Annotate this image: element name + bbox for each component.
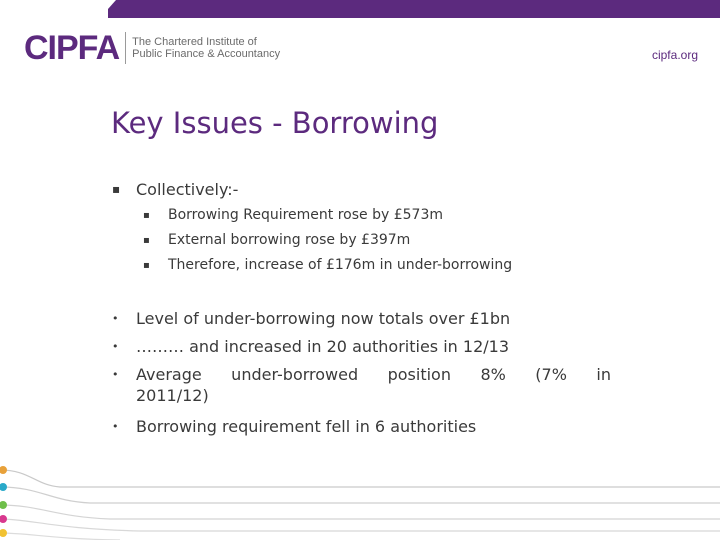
logo-tagline-line2: Public Finance & Accountancy	[132, 48, 281, 60]
sub-bullet-text: Borrowing Requirement rose by £573m	[168, 207, 443, 223]
word: in	[596, 365, 611, 384]
bullet-average-position	[112, 364, 611, 406]
bullet-text: Borrowing requirement fell in 6 authorities	[136, 417, 477, 436]
bullet-increased-authorities	[112, 336, 509, 357]
dot-bullet-icon: •	[112, 420, 119, 433]
square-bullet-icon: ▪	[143, 210, 150, 221]
sub-bullet-external-borrowing	[143, 232, 410, 249]
bullet-text	[136, 364, 611, 406]
dot-bullet-icon: •	[112, 312, 119, 325]
bullet-text: ……… and increased in 20 authorities in 12/13	[136, 337, 510, 356]
word: Average	[136, 365, 202, 384]
logo-tagline-line1: The Chartered Institute of	[132, 36, 257, 48]
bullet-text: Level of under-borrowing now totals over £1bn	[136, 309, 511, 328]
dot-bullet-icon: •	[112, 368, 119, 381]
word: position	[387, 365, 451, 384]
logo-mark: CIPFA	[24, 29, 120, 67]
bullet-text: Collectively:-	[136, 180, 239, 199]
word: 8%	[480, 365, 506, 384]
site-url: cipfa.org	[651, 48, 698, 62]
word: (7%	[535, 365, 567, 384]
bullet-collectively	[112, 180, 238, 199]
sub-bullet-borrowing-requirement	[143, 207, 443, 224]
sub-bullet-text: External borrowing rose by £397m	[168, 232, 411, 248]
sub-bullet-text: Therefore, increase of £176m in under-borrowing	[168, 257, 513, 273]
dot-bullet-icon: •	[112, 340, 119, 353]
sub-bullet-under-borrowing	[143, 257, 512, 274]
square-bullet-icon: ▪	[143, 235, 150, 246]
word: under-borrowed	[231, 365, 359, 384]
bullet-borrowing-requirement-fell	[112, 416, 476, 437]
bullet-level-under-borrowing	[112, 308, 510, 329]
bullet-line-1	[136, 364, 611, 385]
square-bullet-icon: ▪	[112, 182, 121, 196]
slide-title: Key Issues - Borrowing	[111, 106, 439, 140]
decorative-swoosh-lines	[0, 455, 720, 540]
square-bullet-icon: ▪	[143, 260, 150, 271]
bullet-line-2: 2011/12)	[136, 386, 209, 405]
